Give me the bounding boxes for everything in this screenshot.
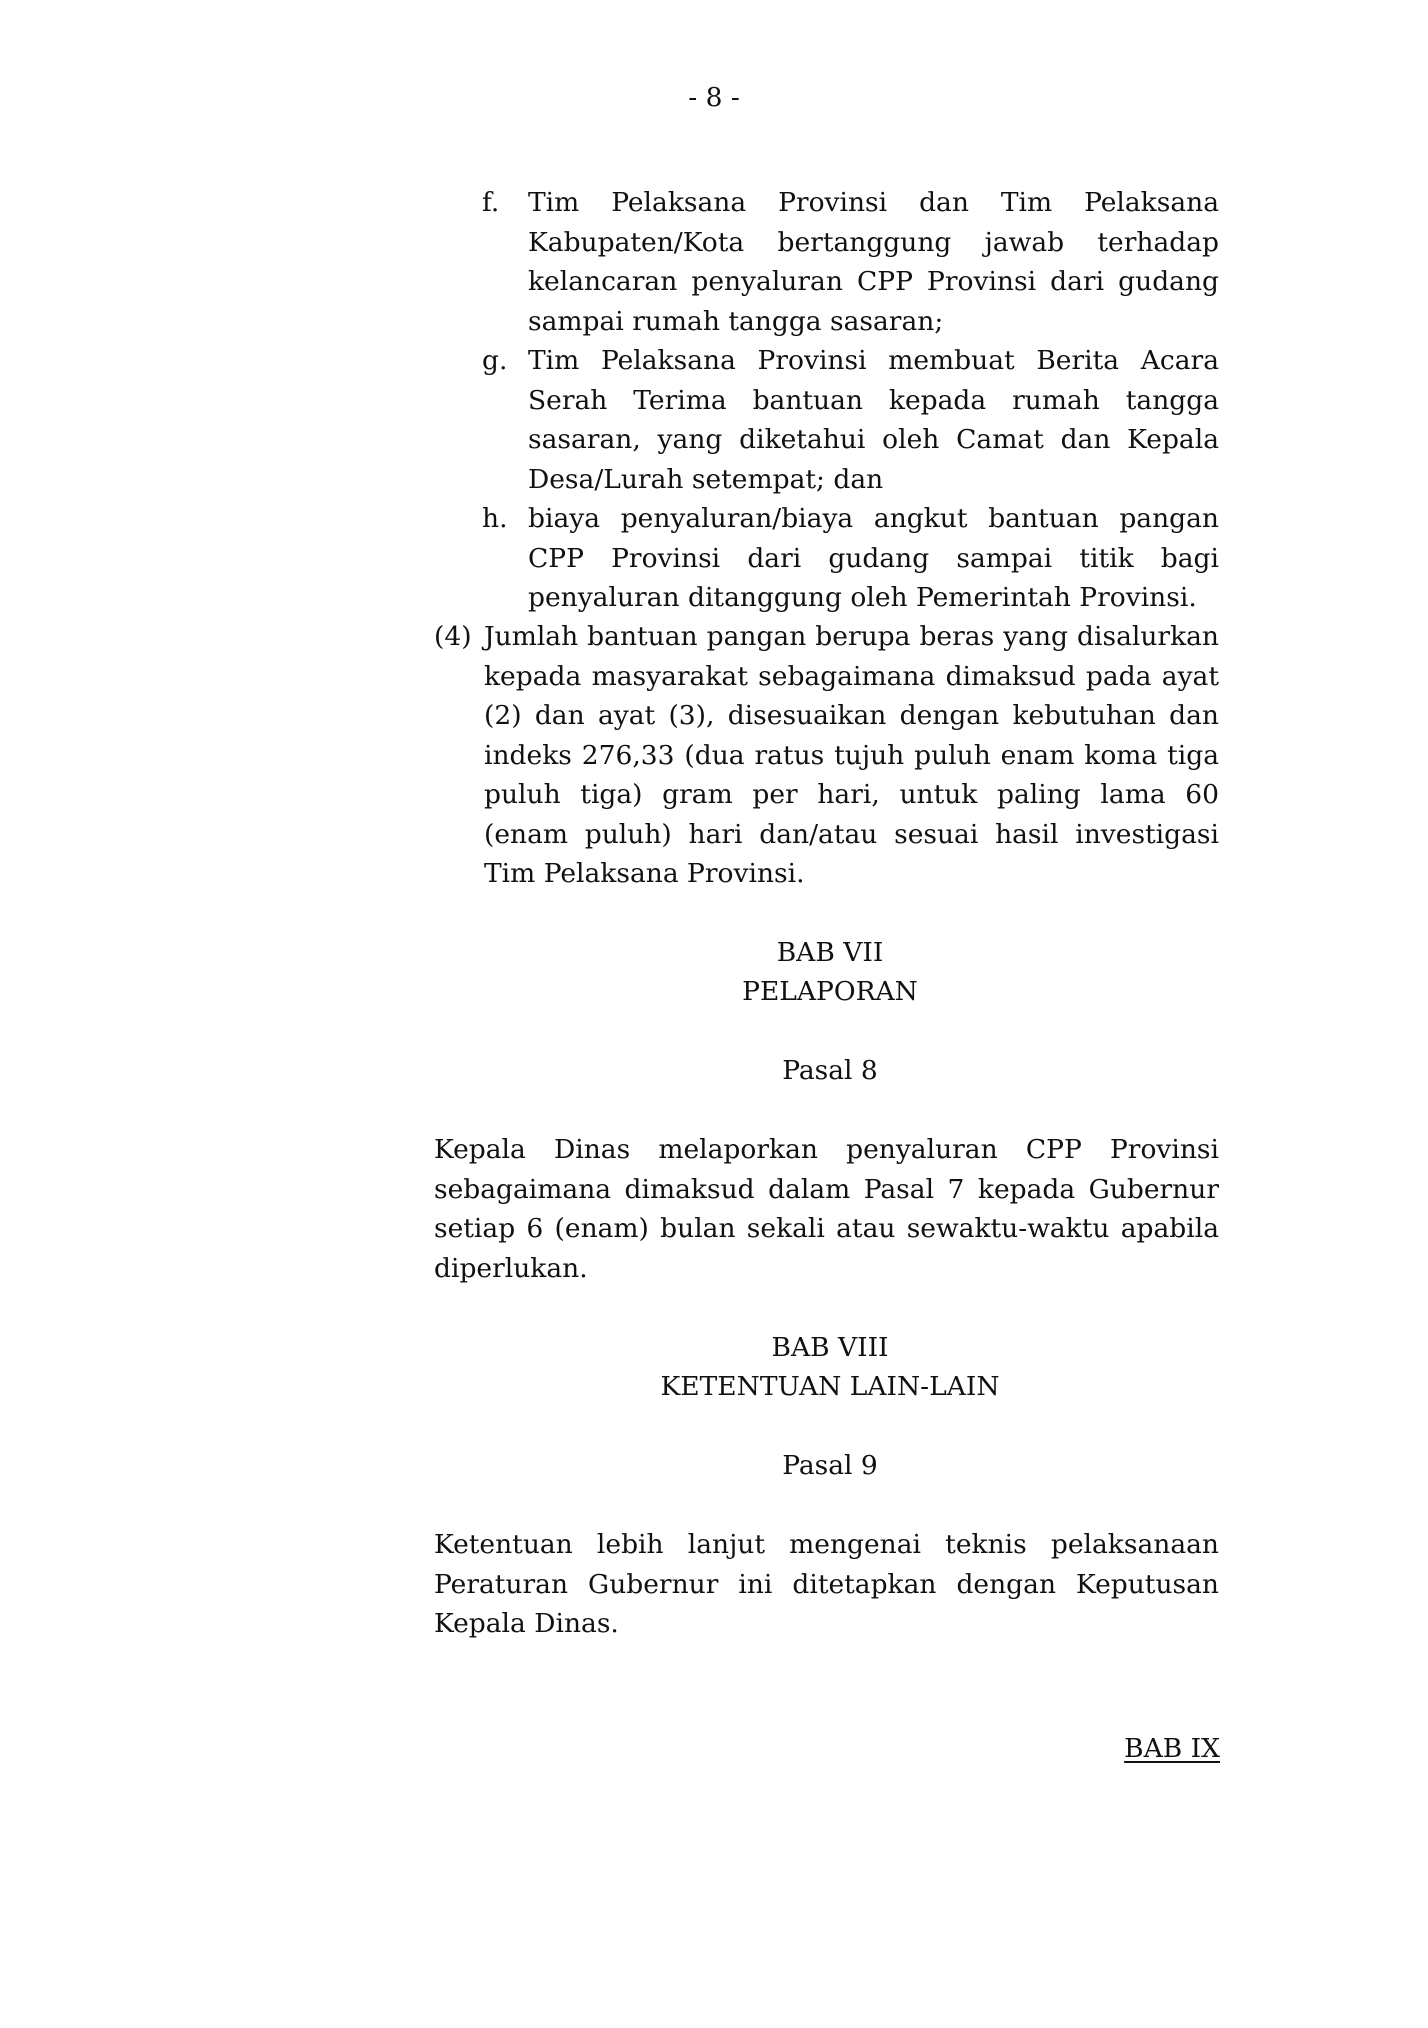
sub-item-marker: g. [482,345,508,376]
bab-vii-number: BAB VII [776,937,884,968]
sub-item-text: Tim Pelaksana Provinsi membuat Berita Acara Serah Terima bantuan kepada rumah tangga sasaran, yang diketahui oleh Camat dan Kepala Desa/Lurah setempat; dan [528,345,1219,495]
page-number: - 8 - [688,82,740,113]
bab-vii-title: PELAPORAN [742,976,918,1007]
ayat-text: Jumlah bantuan pangan berupa beras yang disalurkan kepada masyarakat sebagaimana dimaksud pada ayat (2) dan ayat (3), disesuaikan dengan kebutuhan dan indeks 276,33 (dua ratus tujuh puluh enam koma tiga puluh tiga) gram per hari, untuk paling lama 60 (enam puluh) hari dan/atau sesuai hasil investigasi Tim Pelaksana Provinsi. [484,621,1219,889]
sub-item-f [482,183,1219,341]
pasal-9-text: Ketentuan lebih lanjut mengenai teknis pelaksanaan Peraturan Gubernur ini ditetapkan dengan Keputusan Kepala Dinas. [434,1529,1219,1639]
pasal-8-heading: Pasal 8 [782,1055,878,1086]
ayat-4 [434,617,1219,894]
sub-item-g [482,341,1219,499]
ayat-marker: (4) [434,621,472,652]
sub-item-text: Tim Pelaksana Provinsi dan Tim Pelaksana Kabupaten/Kota bertanggung jawab terhadap kelancaran penyaluran CPP Provinsi dari gudang sampai rumah tangga sasaran; [528,187,1219,337]
bab-viii-number: BAB VIII [771,1332,889,1363]
pasal-8-text: Kepala Dinas melaporkan penyaluran CPP Provinsi sebagaimana dimaksud dalam Pasal 7 kepada Gubernur setiap 6 (enam) bulan sekali atau sewaktu-waktu apabila diperlukan. [434,1134,1219,1284]
next-page-marker: BAB IX [1124,1733,1220,1764]
bab-viii-title: KETENTUAN LAIN-LAIN [660,1371,1000,1402]
sub-item-list [482,183,1219,618]
sub-item-marker: h. [482,503,508,534]
sub-item-h [482,499,1219,618]
pasal-9-heading: Pasal 9 [782,1450,878,1481]
sub-item-marker: f. [482,187,500,218]
sub-item-text: biaya penyaluran/biaya angkut bantuan pangan CPP Provinsi dari gudang sampai titik bagi penyaluran ditanggung oleh Pemerintah Provinsi. [528,503,1219,613]
